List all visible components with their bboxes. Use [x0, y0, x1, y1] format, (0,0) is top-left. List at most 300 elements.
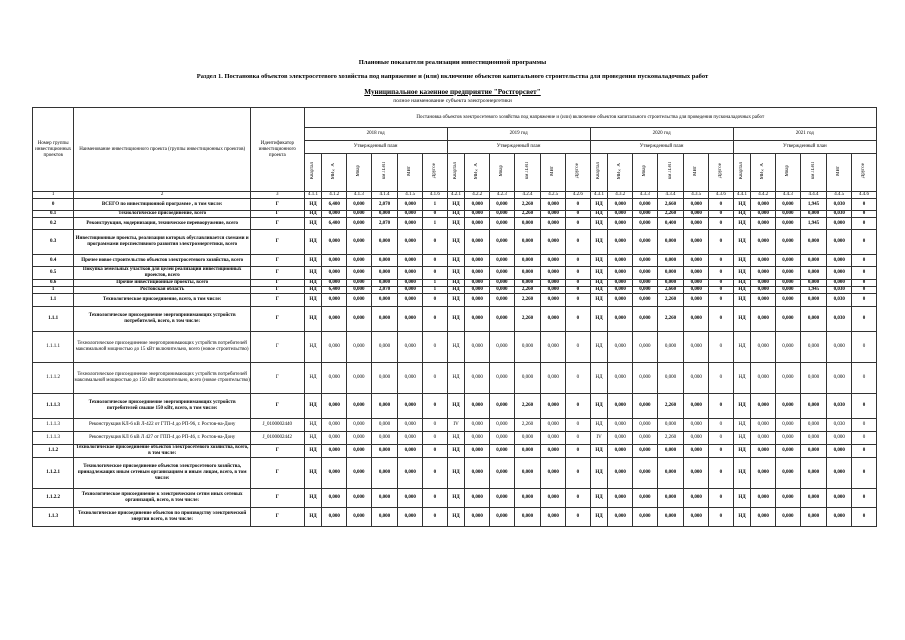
column-number: 4.1.2: [322, 192, 347, 199]
header-subcol-label: Квартал: [596, 162, 602, 180]
row-identifier: Г: [250, 255, 304, 267]
row-value: 0,000: [322, 419, 347, 432]
row-value: 0,000: [465, 445, 490, 458]
row-number: 1.1.1.1: [33, 332, 74, 363]
row-value: 0,000: [490, 458, 515, 489]
row-value: 0,000: [347, 332, 372, 363]
row-value: 0,000: [800, 432, 827, 445]
row-value: НД: [447, 445, 465, 458]
row-identifier: Г: [250, 294, 304, 307]
row-value: НД: [733, 307, 751, 332]
row-value: 0: [423, 267, 448, 280]
row-value: 0,000: [490, 445, 515, 458]
row-value: НД: [447, 363, 465, 394]
row-value: 0,000: [633, 394, 658, 419]
row-value: 0,000: [465, 230, 490, 255]
row-value: 0,000: [800, 363, 827, 394]
row-value: 0,000: [684, 394, 709, 419]
row-value: 0,000: [490, 394, 515, 419]
row-value: 0,000: [541, 363, 566, 394]
column-number: 4.3.3: [633, 192, 658, 199]
row-value: 0,000: [398, 419, 423, 432]
row-value: 0: [566, 267, 591, 280]
row-number: 1.1.2: [33, 445, 74, 458]
row-value: 0,000: [684, 199, 709, 211]
row-value: 0,000: [514, 280, 541, 287]
row-value: НД: [304, 445, 322, 458]
row-value: 0: [423, 332, 448, 363]
row-value: 0,000: [371, 255, 398, 267]
row-value: 0,000: [776, 307, 801, 332]
row-value: 0,000: [347, 199, 372, 211]
row-value: 0: [852, 230, 877, 255]
row-value: 0,000: [398, 458, 423, 489]
row-value: 0,000: [514, 458, 541, 489]
row-value: 0: [423, 419, 448, 432]
row-identifier: Г: [250, 211, 304, 218]
row-value: 0,000: [371, 432, 398, 445]
column-number: 4.1.3: [347, 192, 372, 199]
row-value: НД: [304, 287, 322, 294]
header-subcol-label: МВ×А: [474, 162, 480, 180]
row-number: 1.1.1.3: [33, 432, 74, 445]
row-value: 0,000: [776, 287, 801, 294]
row-value: 0,000: [800, 307, 827, 332]
row-value: 0,000: [751, 255, 776, 267]
row-value: НД: [304, 508, 322, 527]
row-value: НД: [447, 280, 465, 287]
row-value: 0: [709, 294, 734, 307]
row-value: 0,000: [684, 419, 709, 432]
column-number: 3: [250, 192, 304, 199]
row-value: 0,000: [490, 489, 515, 508]
row-value: НД: [733, 458, 751, 489]
header-subcol: [423, 154, 448, 192]
row-value: 0,000: [347, 230, 372, 255]
row-value: 0,000: [827, 280, 852, 287]
row-identifier: Г: [250, 267, 304, 280]
row-value: НД: [590, 218, 608, 230]
row-value: 0,000: [398, 255, 423, 267]
table-row: [33, 508, 877, 527]
row-value: 0,000: [751, 445, 776, 458]
table-row: [33, 432, 877, 445]
row-value: 0,000: [322, 307, 347, 332]
row-value: 0,000: [541, 255, 566, 267]
row-value: НД: [447, 211, 465, 218]
row-value: 0,030: [827, 199, 852, 211]
row-value: 2,260: [514, 199, 541, 211]
column-number: 4.2.2: [465, 192, 490, 199]
row-value: 0,000: [398, 211, 423, 218]
header-subcol: [566, 154, 591, 192]
column-number: 4.4.1: [733, 192, 751, 199]
row-value: 0,000: [371, 230, 398, 255]
row-value: 0,000: [608, 255, 633, 267]
row-value: 0,000: [827, 255, 852, 267]
row-name: Технологическое присоединение, всего, в том числе:: [74, 294, 251, 307]
row-value: 0,000: [684, 267, 709, 280]
row-value: НД: [447, 432, 465, 445]
row-value: 0,000: [490, 211, 515, 218]
row-value: 0,000: [776, 267, 801, 280]
row-name: Технологическое присоединение объектов по производству электрической энергии всего, в том числе:: [74, 508, 251, 527]
row-value: НД: [304, 280, 322, 287]
row-value: 0,000: [322, 332, 347, 363]
row-value: 0: [852, 199, 877, 211]
row-value: 0,000: [514, 508, 541, 527]
header-subcol: [608, 154, 633, 192]
row-value: 0,000: [371, 267, 398, 280]
row-value: 0,000: [398, 445, 423, 458]
row-value: 0,000: [465, 211, 490, 218]
row-value: 0,000: [514, 332, 541, 363]
row-value: 0,000: [827, 332, 852, 363]
row-value: 0,000: [347, 280, 372, 287]
header-subcol-label: Другое: [574, 163, 580, 179]
header-name: Наименование инвестиционного проекта (группы инвестиционных проектов): [74, 108, 251, 192]
row-value: НД: [590, 230, 608, 255]
row-value: 0,000: [322, 394, 347, 419]
row-identifier: Г: [250, 287, 304, 294]
row-value: 0,000: [465, 287, 490, 294]
row-identifier: J_0100002440: [250, 419, 304, 432]
row-value: 0: [709, 363, 734, 394]
column-number: 1: [33, 192, 74, 199]
row-value: 0: [709, 489, 734, 508]
row-value: 0,000: [751, 394, 776, 419]
row-value: 0,000: [751, 267, 776, 280]
row-value: 0,000: [541, 280, 566, 287]
header-subcol-label: МВт: [407, 166, 413, 176]
header-subcol: [590, 154, 608, 192]
row-value: 0,000: [514, 432, 541, 445]
column-number: 2: [74, 192, 251, 199]
table-row: [33, 332, 877, 363]
row-identifier: Г: [250, 230, 304, 255]
row-value: НД: [590, 294, 608, 307]
column-number: 4.3.4: [657, 192, 684, 199]
header-subcol: [751, 154, 776, 192]
row-value: 0: [709, 445, 734, 458]
row-value: 0: [852, 419, 877, 432]
column-number: 4.1.5: [398, 192, 423, 199]
row-value: 0,000: [684, 363, 709, 394]
row-value: 0,000: [751, 211, 776, 218]
row-value: 0,000: [776, 432, 801, 445]
row-value: НД: [304, 419, 322, 432]
row-value: 0,000: [465, 363, 490, 394]
row-value: 0,000: [490, 280, 515, 287]
row-value: 0,000: [827, 230, 852, 255]
row-value: 2,260: [514, 394, 541, 419]
row-value: НД: [447, 458, 465, 489]
row-value: 0,000: [514, 363, 541, 394]
row-value: 0,000: [371, 307, 398, 332]
row-value: НД: [733, 287, 751, 294]
row-value: 0,000: [371, 211, 398, 218]
row-value: 0: [423, 307, 448, 332]
row-value: 0,000: [465, 394, 490, 419]
row-value: 2,260: [514, 307, 541, 332]
row-value: НД: [590, 489, 608, 508]
row-number: 1.1: [33, 294, 74, 307]
row-value: 0,000: [684, 211, 709, 218]
row-value: 0: [423, 489, 448, 508]
row-value: 0,000: [347, 458, 372, 489]
row-value: 0,000: [465, 218, 490, 230]
row-name: Технологическое присоединение энергопринимающих устройств потребителей максимальной мощностью до 15 кВт включительно, всего (новое строительство): [74, 332, 251, 363]
row-value: 0: [709, 419, 734, 432]
table-row: [33, 211, 877, 218]
row-value: 1: [423, 199, 448, 211]
row-value: 0,000: [608, 230, 633, 255]
row-value: 0,000: [371, 445, 398, 458]
row-value: 0,000: [684, 489, 709, 508]
row-value: 0,000: [633, 294, 658, 307]
row-value: 0: [709, 332, 734, 363]
row-name: Прочие инвестиционные проекты, всего: [74, 280, 251, 287]
row-value: 0,000: [776, 458, 801, 489]
row-value: 0: [566, 294, 591, 307]
row-value: 0,000: [347, 394, 372, 419]
row-value: 0: [709, 280, 734, 287]
row-value: 0,000: [398, 332, 423, 363]
row-value: 0,000: [465, 267, 490, 280]
row-value: 0,030: [827, 287, 852, 294]
row-value: 0,000: [657, 230, 684, 255]
row-value: 0,000: [657, 508, 684, 527]
header-subcol: [852, 154, 877, 192]
row-value: 0,030: [827, 394, 852, 419]
row-value: 0,000: [827, 489, 852, 508]
row-value: 0,000: [371, 280, 398, 287]
row-value: 0: [709, 199, 734, 211]
row-value: 0,000: [608, 508, 633, 527]
row-value: 0,000: [751, 419, 776, 432]
row-value: 0,000: [657, 363, 684, 394]
row-identifier: Г: [250, 458, 304, 489]
row-value: 0,000: [322, 211, 347, 218]
row-value: 0,000: [541, 267, 566, 280]
header-subcol-label: Другое: [431, 163, 437, 179]
row-value: НД: [304, 363, 322, 394]
header-year-2020: 2020 год: [590, 128, 733, 141]
row-value: 0,000: [608, 287, 633, 294]
row-number: 0.2: [33, 218, 74, 230]
row-value: 0,000: [541, 230, 566, 255]
investment-table: [32, 107, 877, 527]
row-value: 0,000: [776, 332, 801, 363]
row-identifier: Г: [250, 307, 304, 332]
row-value: НД: [733, 211, 751, 218]
row-value: НД: [733, 294, 751, 307]
row-value: НД: [447, 508, 465, 527]
row-value: 0,000: [398, 307, 423, 332]
row-value: 0: [566, 255, 591, 267]
row-value: НД: [447, 489, 465, 508]
row-name: Ростовская область: [74, 287, 251, 294]
header-subcol-label: км ЛЭП: [810, 162, 816, 180]
row-value: 0: [423, 458, 448, 489]
column-number: 4.2.5: [541, 192, 566, 199]
row-value: 0,000: [541, 211, 566, 218]
row-number: 0.1: [33, 211, 74, 218]
row-value: 0: [566, 230, 591, 255]
table-row: [33, 394, 877, 419]
row-value: НД: [590, 199, 608, 211]
row-value: 0,000: [633, 432, 658, 445]
row-value: 0,000: [465, 419, 490, 432]
column-number: 4.3.2: [608, 192, 633, 199]
header-subcol-label: МВт: [836, 166, 842, 176]
row-value: 0,000: [322, 458, 347, 489]
row-value: НД: [733, 267, 751, 280]
row-value: НД: [590, 211, 608, 218]
row-value: 0,000: [800, 294, 827, 307]
row-value: 0: [852, 280, 877, 287]
row-value: 0: [709, 255, 734, 267]
row-value: 0,000: [398, 489, 423, 508]
row-value: 0,000: [541, 332, 566, 363]
row-value: 2,260: [657, 394, 684, 419]
row-value: 0: [852, 267, 877, 280]
row-value: 0,000: [608, 307, 633, 332]
row-value: НД: [590, 394, 608, 419]
row-value: 0: [566, 332, 591, 363]
row-value: 0: [566, 489, 591, 508]
row-value: 0,000: [490, 432, 515, 445]
row-value: 2,260: [657, 432, 684, 445]
row-value: 0,000: [371, 489, 398, 508]
row-value: 0,000: [633, 199, 658, 211]
row-value: 0: [709, 432, 734, 445]
row-value: 0,000: [398, 432, 423, 445]
row-value: 0,000: [684, 332, 709, 363]
row-value: НД: [447, 230, 465, 255]
row-value: 0,000: [541, 218, 566, 230]
row-value: НД: [447, 332, 465, 363]
row-value: 0: [423, 445, 448, 458]
row-value: 0,000: [800, 211, 827, 218]
row-value: НД: [304, 489, 322, 508]
row-number: 1: [33, 287, 74, 294]
row-value: 0,000: [608, 294, 633, 307]
row-value: 0,000: [776, 394, 801, 419]
row-value: 0,000: [800, 458, 827, 489]
row-value: НД: [590, 255, 608, 267]
row-number: 0.4: [33, 255, 74, 267]
header-subcol-label: Квартал: [310, 162, 316, 180]
row-value: 0: [852, 211, 877, 218]
row-value: 0,000: [322, 267, 347, 280]
column-number: 4.4.6: [852, 192, 877, 199]
org-caption: полное наименование субъекта электроэнергетики: [393, 98, 512, 104]
row-value: 0: [852, 332, 877, 363]
row-value: НД: [304, 432, 322, 445]
table-row: [33, 267, 877, 280]
row-value: 1,945: [800, 199, 827, 211]
row-value: НД: [590, 287, 608, 294]
row-value: НД: [304, 394, 322, 419]
row-value: 0: [852, 458, 877, 489]
row-value: НД: [304, 332, 322, 363]
row-name: ВСЕГО по инвестиционной программе , в том числе:: [74, 199, 251, 211]
row-value: НД: [733, 255, 751, 267]
row-value: 0,000: [541, 489, 566, 508]
row-value: 0,000: [490, 199, 515, 211]
row-value: 0,000: [371, 363, 398, 394]
row-value: 0: [566, 218, 591, 230]
row-value: НД: [733, 199, 751, 211]
row-value: 0,000: [657, 445, 684, 458]
row-value: 0,000: [800, 332, 827, 363]
row-value: 0,000: [347, 489, 372, 508]
row-value: НД: [590, 363, 608, 394]
row-value: 0,000: [633, 280, 658, 287]
row-value: 0,000: [608, 332, 633, 363]
row-value: 0,000: [514, 267, 541, 280]
row-value: 0,000: [490, 332, 515, 363]
row-value: 0,000: [776, 445, 801, 458]
row-value: 0,030: [827, 419, 852, 432]
row-value: 0,000: [633, 332, 658, 363]
row-value: 0,030: [827, 211, 852, 218]
header-subcol-label: Квартал: [739, 162, 745, 180]
row-value: 0,000: [371, 332, 398, 363]
row-value: 0,000: [657, 280, 684, 287]
row-value: 0,000: [541, 432, 566, 445]
row-value: 0,000: [398, 508, 423, 527]
header-year-2021: 2021 год: [733, 128, 876, 141]
row-value: 0,030: [827, 294, 852, 307]
row-value: 0,000: [633, 419, 658, 432]
row-value: 0,000: [751, 363, 776, 394]
row-value: 0,000: [465, 199, 490, 211]
row-value: НД: [447, 218, 465, 230]
row-value: НД: [733, 280, 751, 287]
row-name: Технологическое присоединение энергопринимающих устройств потребителей, всего, в том числе:: [74, 307, 251, 332]
row-value: 0,000: [776, 294, 801, 307]
row-value: 0,000: [608, 211, 633, 218]
row-value: НД: [733, 508, 751, 527]
row-value: 0,000: [684, 218, 709, 230]
header-subcol: [514, 154, 541, 192]
row-value: НД: [304, 458, 322, 489]
row-value: 0,000: [465, 332, 490, 363]
row-value: 0,000: [322, 230, 347, 255]
row-value: 0,000: [490, 294, 515, 307]
row-value: НД: [590, 332, 608, 363]
row-value: IV: [590, 432, 608, 445]
column-number: 4.3.6: [709, 192, 734, 199]
row-value: 0: [852, 432, 877, 445]
header-subcol: [733, 154, 751, 192]
row-value: 0: [709, 218, 734, 230]
header-subcol-label: МВт: [693, 166, 699, 176]
row-value: 0,000: [465, 432, 490, 445]
row-value: 0,000: [684, 445, 709, 458]
row-value: 0,000: [541, 287, 566, 294]
row-value: 0,000: [347, 255, 372, 267]
row-value: 0: [852, 363, 877, 394]
row-value: НД: [447, 307, 465, 332]
row-value: 1: [423, 218, 448, 230]
row-value: 0,000: [633, 267, 658, 280]
header-subcol-label: км ЛЭП: [524, 162, 530, 180]
row-value: 0,000: [490, 230, 515, 255]
header-subcol-label: км ЛЭП: [381, 162, 387, 180]
